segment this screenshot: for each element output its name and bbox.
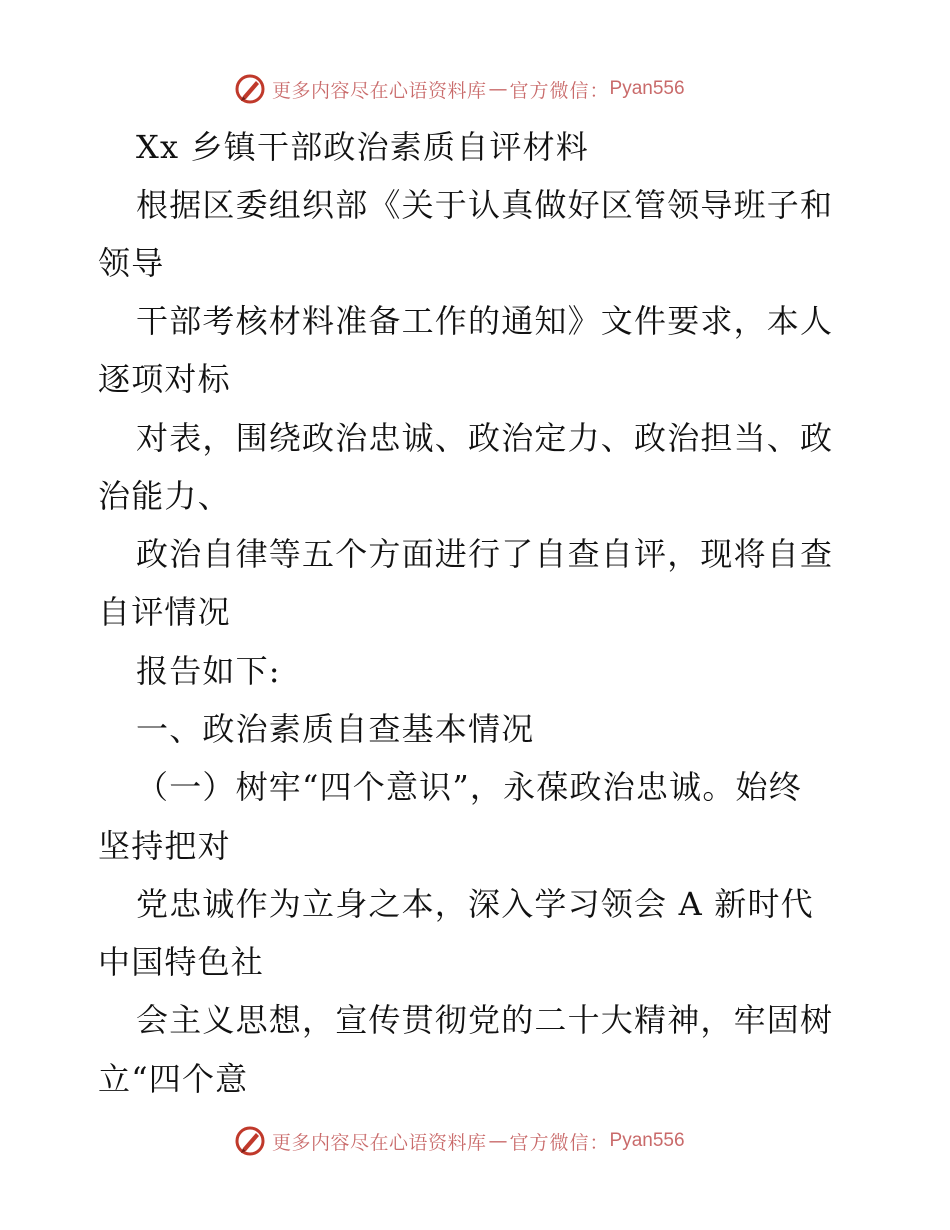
watermark-separator: — [488,1130,508,1152]
document-title: Xx 乡镇干部政治素质自评材料 [136,128,590,166]
watermark-separator: — [488,78,508,100]
watermark-wechat-id: Pyan556 [609,78,685,99]
paragraph-line: 中国特色社 [98,943,265,981]
section-heading: 一、政治素质自查基本情况 [136,710,535,748]
paragraph-line: 坚持把对 [98,827,231,865]
watermark-label: 官方微信： [509,79,610,102]
red-pen-seal-icon [234,1125,266,1157]
paragraph-line: 立“四个意 [98,1060,249,1098]
paragraph-line: 报告如下: [136,652,281,690]
watermark-text: 更多内容尽在心语资料库 [272,79,487,102]
paragraph-line: 政治自律等五个方面进行了自查自评，现将自查 [136,535,834,573]
paragraph-line: 领导 [98,244,165,282]
watermark-footer [234,1124,685,1158]
paragraph-line: 会主义思想，宣传贯彻党的二十大精神，牢固树 [136,1001,834,1039]
paragraph-line: 根据区委组织部《关于认真做好区管领导班子和 [136,186,834,224]
paragraph-line: 治能力、 [98,477,231,515]
watermark-label: 官方微信： [509,1131,610,1154]
paragraph-line: 对表，围绕政治忠诚、政治定力、政治担当、政 [136,419,834,457]
paragraph-line: 自评情况 [98,593,231,631]
subsection-heading: （一）树牢“四个意识”，永葆政治忠诚。始终 [136,768,802,806]
paragraph-line: 干部考核材料准备工作的通知》文件要求，本人 [136,302,834,340]
paragraph-line: 党忠诚作为立身之本，深入学习领会 A 新时代 [136,885,814,923]
watermark-text: 更多内容尽在心语资料库 [272,1131,487,1154]
watermark-header [234,72,685,106]
watermark-wechat-id: Pyan556 [609,1130,685,1151]
paragraph-line: 逐项对标 [98,360,231,398]
red-pen-seal-icon [234,73,266,105]
